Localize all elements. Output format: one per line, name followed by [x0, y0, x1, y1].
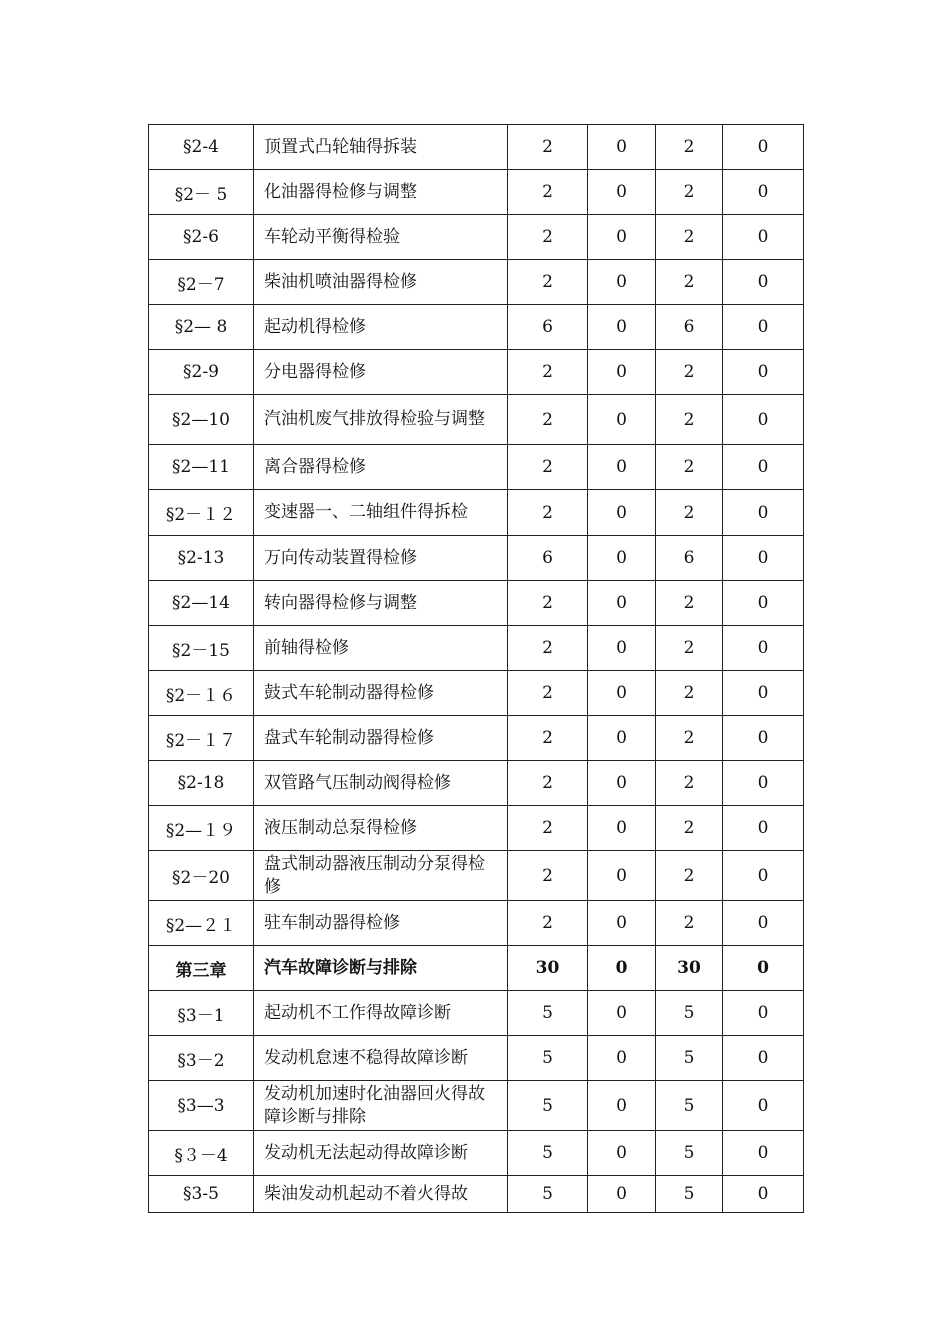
hours-practice-cell: 2	[656, 901, 723, 946]
section-number-cell: §2－15	[149, 626, 254, 671]
hours-practice-cell: 2	[656, 395, 723, 445]
section-number-cell: §2-9	[149, 350, 254, 395]
hours-theory-cell: 0	[588, 1176, 656, 1213]
section-title-cell: 万向传动装置得检修	[254, 536, 508, 581]
hours-total-cell: 2	[508, 490, 588, 536]
section-title-cell: 盘式制动器液压制动分泵得检修	[254, 851, 508, 901]
hours-other-cell: 0	[723, 946, 804, 991]
hours-total-cell: 2	[508, 445, 588, 490]
hours-other-cell: 0	[723, 1036, 804, 1081]
hours-total-cell: 2	[508, 901, 588, 946]
hours-practice-cell: 2	[656, 626, 723, 671]
table-row	[149, 536, 804, 581]
section-number-cell: §2—14	[149, 581, 254, 626]
hours-total-cell: 2	[508, 260, 588, 305]
section-number-cell: §2-18	[149, 761, 254, 806]
hours-practice-cell: 5	[656, 1131, 723, 1176]
hours-practice-cell: 2	[656, 445, 723, 490]
hours-theory-cell: 0	[588, 761, 656, 806]
hours-practice-cell: 30	[656, 946, 723, 991]
hours-practice-cell: 2	[656, 260, 723, 305]
section-number-cell: §2－ 5	[149, 170, 254, 215]
hours-theory-cell: 0	[588, 1036, 656, 1081]
section-title-cell: 盘式车轮制动器得检修	[254, 716, 508, 761]
section-number-cell: §2—11	[149, 445, 254, 490]
hours-practice-cell: 5	[656, 1036, 723, 1081]
hours-other-cell: 0	[723, 260, 804, 305]
hours-total-cell: 2	[508, 215, 588, 260]
hours-theory-cell: 0	[588, 490, 656, 536]
section-title-cell: 双管路气压制动阀得检修	[254, 761, 508, 806]
hours-practice-cell: 2	[656, 761, 723, 806]
hours-total-cell: 6	[508, 536, 588, 581]
table-row	[149, 1176, 804, 1213]
table-row	[149, 305, 804, 350]
hours-other-cell: 0	[723, 215, 804, 260]
section-number-cell: §2－20	[149, 851, 254, 901]
section-number-cell: §2－１６	[149, 671, 254, 716]
hours-total-cell: 2	[508, 170, 588, 215]
hours-other-cell: 0	[723, 806, 804, 851]
section-title-cell: 汽车故障诊断与排除	[254, 946, 508, 991]
table-row	[149, 581, 804, 626]
table-row	[149, 671, 804, 716]
hours-theory-cell: 0	[588, 901, 656, 946]
table-row	[149, 901, 804, 946]
hours-other-cell: 0	[723, 761, 804, 806]
section-number-cell: §3—3	[149, 1081, 254, 1131]
section-title-cell: 液压制动总泵得检修	[254, 806, 508, 851]
section-title-cell: 发动机无法起动得故障诊断	[254, 1131, 508, 1176]
table-row	[149, 395, 804, 445]
hours-other-cell: 0	[723, 716, 804, 761]
hours-total-cell: 2	[508, 806, 588, 851]
hours-practice-cell: 2	[656, 581, 723, 626]
hours-total-cell: 2	[508, 395, 588, 445]
hours-practice-cell: 6	[656, 536, 723, 581]
table-row	[149, 490, 804, 536]
course-hours-table	[148, 124, 804, 1213]
hours-practice-cell: 2	[656, 350, 723, 395]
hours-theory-cell: 0	[588, 536, 656, 581]
hours-other-cell: 0	[723, 851, 804, 901]
hours-theory-cell: 0	[588, 125, 656, 170]
hours-total-cell: 5	[508, 1176, 588, 1213]
table-row	[149, 125, 804, 170]
section-title-cell: 化油器得检修与调整	[254, 170, 508, 215]
table-row	[149, 716, 804, 761]
section-number-cell: §3－2	[149, 1036, 254, 1081]
table-body	[149, 125, 804, 1213]
hours-practice-cell: 5	[656, 991, 723, 1036]
hours-total-cell: 30	[508, 946, 588, 991]
section-title-cell: 车轮动平衡得检验	[254, 215, 508, 260]
hours-total-cell: 2	[508, 125, 588, 170]
section-title-cell: 起动机得检修	[254, 305, 508, 350]
section-number-cell: §2-13	[149, 536, 254, 581]
section-number-cell: §2—２１	[149, 901, 254, 946]
table-row	[149, 260, 804, 305]
hours-practice-cell: 5	[656, 1176, 723, 1213]
hours-total-cell: 6	[508, 305, 588, 350]
section-number-cell: §2— 8	[149, 305, 254, 350]
hours-theory-cell: 0	[588, 851, 656, 901]
hours-total-cell: 2	[508, 350, 588, 395]
section-number-cell: §2－１２	[149, 490, 254, 536]
hours-other-cell: 0	[723, 626, 804, 671]
hours-theory-cell: 0	[588, 305, 656, 350]
hours-other-cell: 0	[723, 991, 804, 1036]
hours-total-cell: 2	[508, 716, 588, 761]
hours-practice-cell: 2	[656, 851, 723, 901]
hours-total-cell: 2	[508, 581, 588, 626]
section-title-cell: 驻车制动器得检修	[254, 901, 508, 946]
hours-other-cell: 0	[723, 490, 804, 536]
section-title-cell: 发动机怠速不稳得故障诊断	[254, 1036, 508, 1081]
hours-other-cell: 0	[723, 671, 804, 716]
chapter-row	[149, 946, 804, 991]
hours-total-cell: 2	[508, 761, 588, 806]
section-number-cell: 第三章	[149, 946, 254, 991]
hours-practice-cell: 2	[656, 490, 723, 536]
section-title-cell: 顶置式凸轮轴得拆装	[254, 125, 508, 170]
table-row	[149, 991, 804, 1036]
section-title-cell: 离合器得检修	[254, 445, 508, 490]
hours-theory-cell: 0	[588, 581, 656, 626]
section-title-cell: 发动机加速时化油器回火得故障诊断与排除	[254, 1081, 508, 1131]
hours-theory-cell: 0	[588, 806, 656, 851]
hours-theory-cell: 0	[588, 215, 656, 260]
section-title-cell: 柴油发动机起动不着火得故	[254, 1176, 508, 1213]
hours-theory-cell: 0	[588, 946, 656, 991]
table-row	[149, 350, 804, 395]
table-row	[149, 626, 804, 671]
table-row	[149, 1131, 804, 1176]
table-row	[149, 445, 804, 490]
hours-other-cell: 0	[723, 1176, 804, 1213]
section-number-cell: §2—１９	[149, 806, 254, 851]
hours-theory-cell: 0	[588, 1081, 656, 1131]
table-row	[149, 170, 804, 215]
hours-practice-cell: 2	[656, 806, 723, 851]
table-row	[149, 761, 804, 806]
hours-practice-cell: 2	[656, 215, 723, 260]
section-title-cell: 起动机不工作得故障诊断	[254, 991, 508, 1036]
hours-practice-cell: 2	[656, 716, 723, 761]
section-title-cell: 转向器得检修与调整	[254, 581, 508, 626]
table-row	[149, 851, 804, 901]
hours-other-cell: 0	[723, 1081, 804, 1131]
hours-total-cell: 5	[508, 991, 588, 1036]
hours-other-cell: 0	[723, 581, 804, 626]
section-title-cell: 前轴得检修	[254, 626, 508, 671]
hours-theory-cell: 0	[588, 350, 656, 395]
hours-other-cell: 0	[723, 445, 804, 490]
hours-theory-cell: 0	[588, 395, 656, 445]
section-number-cell: §3－1	[149, 991, 254, 1036]
table-row	[149, 1081, 804, 1131]
section-number-cell: §2—10	[149, 395, 254, 445]
section-number-cell: §2-6	[149, 215, 254, 260]
hours-practice-cell: 2	[656, 671, 723, 716]
hours-total-cell: 2	[508, 671, 588, 716]
section-number-cell: §2-4	[149, 125, 254, 170]
hours-other-cell: 0	[723, 170, 804, 215]
hours-theory-cell: 0	[588, 445, 656, 490]
hours-practice-cell: 2	[656, 170, 723, 215]
section-number-cell: §2－7	[149, 260, 254, 305]
section-title-cell: 分电器得检修	[254, 350, 508, 395]
section-number-cell: §2－１７	[149, 716, 254, 761]
table-row	[149, 215, 804, 260]
section-number-cell: §３－4	[149, 1131, 254, 1176]
hours-other-cell: 0	[723, 305, 804, 350]
hours-total-cell: 5	[508, 1081, 588, 1131]
hours-other-cell: 0	[723, 125, 804, 170]
hours-practice-cell: 2	[656, 125, 723, 170]
hours-theory-cell: 0	[588, 991, 656, 1036]
hours-total-cell: 5	[508, 1036, 588, 1081]
hours-other-cell: 0	[723, 1131, 804, 1176]
table-row	[149, 806, 804, 851]
hours-total-cell: 2	[508, 851, 588, 901]
section-title-cell: 鼓式车轮制动器得检修	[254, 671, 508, 716]
table-row	[149, 1036, 804, 1081]
section-title-cell: 变速器一、二轴组件得拆检	[254, 490, 508, 536]
section-number-cell: §3-5	[149, 1176, 254, 1213]
hours-total-cell: 5	[508, 1131, 588, 1176]
hours-theory-cell: 0	[588, 671, 656, 716]
hours-practice-cell: 5	[656, 1081, 723, 1131]
hours-theory-cell: 0	[588, 716, 656, 761]
hours-theory-cell: 0	[588, 170, 656, 215]
hours-other-cell: 0	[723, 395, 804, 445]
hours-theory-cell: 0	[588, 1131, 656, 1176]
hours-theory-cell: 0	[588, 260, 656, 305]
hours-theory-cell: 0	[588, 626, 656, 671]
hours-other-cell: 0	[723, 901, 804, 946]
hours-practice-cell: 6	[656, 305, 723, 350]
section-title-cell: 汽油机废气排放得检验与调整	[254, 395, 508, 445]
hours-total-cell: 2	[508, 626, 588, 671]
section-title-cell: 柴油机喷油器得检修	[254, 260, 508, 305]
hours-other-cell: 0	[723, 350, 804, 395]
hours-other-cell: 0	[723, 536, 804, 581]
